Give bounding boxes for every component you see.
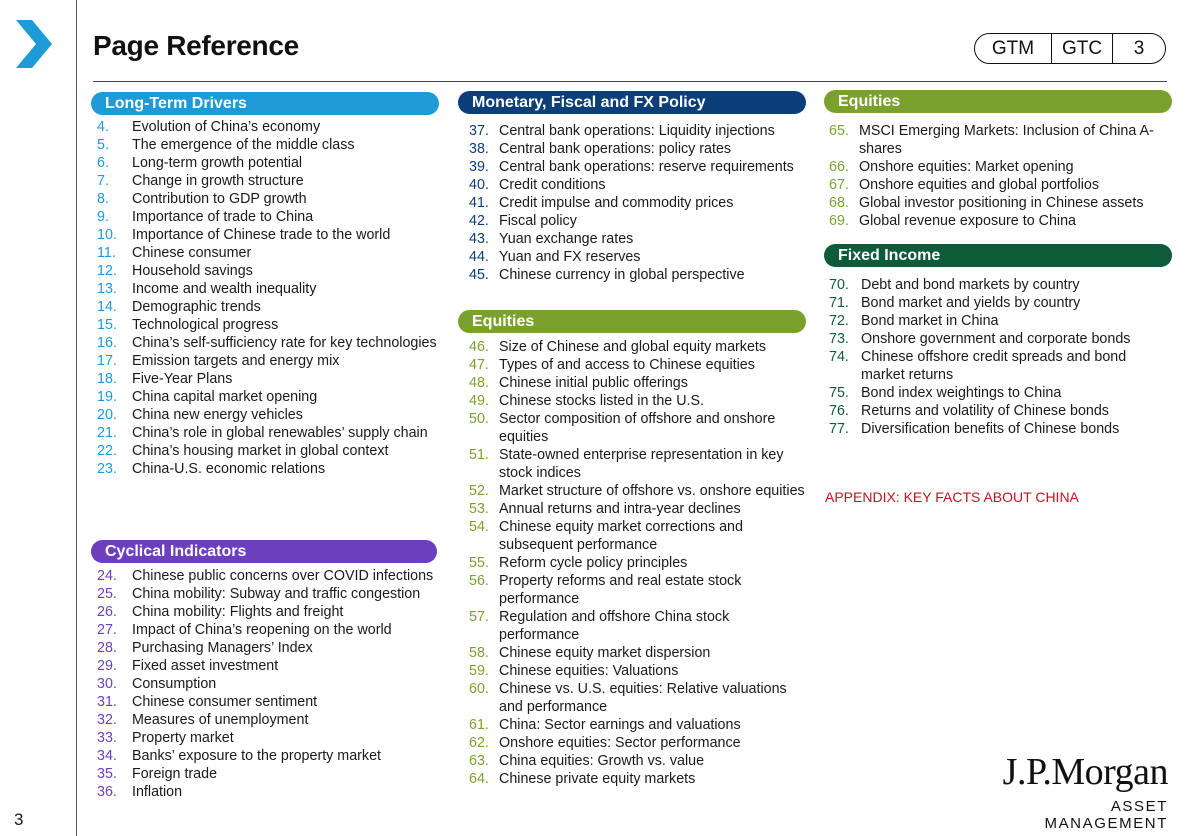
item-label: Chinese equities: Valuations <box>499 663 679 679</box>
item-label: MSCI Emerging Markets: Inclusion of China A-shares <box>859 123 1154 157</box>
item-label: Bond market and yields by country <box>861 295 1081 311</box>
logo-subtitle: ASSET MANAGEMENT <box>1044 798 1168 832</box>
list-item[interactable] <box>469 500 811 518</box>
list-item[interactable] <box>469 176 809 194</box>
appendix-link[interactable]: APPENDIX: KEY FACTS ABOUT CHINA <box>825 489 1079 505</box>
list-item[interactable] <box>97 657 453 675</box>
monetary-policy-list <box>469 122 809 284</box>
list-item[interactable] <box>469 248 809 266</box>
item-label: Yuan and FX reserves <box>499 249 641 265</box>
list-item[interactable] <box>469 392 811 410</box>
item-label: Technological progress <box>132 317 279 333</box>
section-header-cyclical-indicators: Cyclical Indicators <box>91 540 437 563</box>
list-item[interactable] <box>469 554 811 572</box>
tab-page[interactable]: 3 <box>1112 34 1165 63</box>
item-label: Banks’ exposure to the property market <box>132 748 381 764</box>
item-page-number: 20. <box>97 407 117 423</box>
list-item[interactable] <box>97 783 453 801</box>
item-label: Chinese private equity markets <box>499 771 696 787</box>
item-label: Change in growth structure <box>132 173 304 189</box>
item-page-number: 17. <box>97 353 117 369</box>
item-label: Measures of unemployment <box>132 712 309 728</box>
item-page-number: 8. <box>97 191 109 207</box>
item-page-number: 66. <box>829 159 849 175</box>
item-label: Chinese initial public offerings <box>499 375 688 391</box>
list-item[interactable] <box>97 172 449 190</box>
item-page-number: 58. <box>469 645 489 661</box>
item-label: Central bank operations: reserve requirements <box>499 159 794 175</box>
item-page-number: 77. <box>829 421 849 437</box>
item-page-number: 21. <box>97 425 117 441</box>
list-item[interactable] <box>97 262 449 280</box>
item-page-number: 69. <box>829 213 849 229</box>
section-header-monetary-fiscal-fx: Monetary, Fiscal and FX Policy <box>458 91 806 114</box>
list-item[interactable] <box>469 158 809 176</box>
item-page-number: 39. <box>469 159 489 175</box>
item-label: China capital market opening <box>132 389 318 405</box>
item-label: Annual returns and intra-year declines <box>499 501 741 517</box>
item-label: Market structure of offshore vs. onshore equities <box>499 483 805 499</box>
item-label: Size of Chinese and global equity markets <box>499 339 767 355</box>
item-label: Bond market in China <box>861 313 999 329</box>
item-page-number: 63. <box>469 753 489 769</box>
list-item[interactable] <box>469 518 811 554</box>
item-label: Fiscal policy <box>499 213 577 229</box>
header-divider <box>93 81 1167 82</box>
item-label: Bond index weightings to China <box>861 385 1062 401</box>
item-label: Central bank operations: Liquidity injections <box>499 123 775 139</box>
item-page-number: 43. <box>469 231 489 247</box>
item-label: Chinese public concerns over COVID infections <box>132 568 434 584</box>
item-label: Chinese currency in global perspective <box>499 267 745 283</box>
list-item[interactable] <box>829 312 1167 330</box>
item-label: Property market <box>132 730 234 746</box>
list-item[interactable] <box>97 118 449 136</box>
item-label: Evolution of China’s economy <box>132 119 321 135</box>
item-label: Credit impulse and commodity prices <box>499 195 734 211</box>
section-header-fixed-income: Fixed Income <box>824 244 1172 267</box>
item-page-number: 29. <box>97 658 117 674</box>
list-item[interactable] <box>97 388 449 406</box>
list-item[interactable] <box>469 608 811 644</box>
list-item[interactable] <box>829 330 1167 348</box>
list-item[interactable] <box>97 585 453 603</box>
item-page-number: 41. <box>469 195 489 211</box>
long-term-drivers-list <box>97 118 449 478</box>
item-page-number: 38. <box>469 141 489 157</box>
item-page-number: 12. <box>97 263 117 279</box>
list-item[interactable] <box>97 639 453 657</box>
item-label: Chinese offshore credit spreads and bond market returns <box>861 349 1127 383</box>
list-item[interactable] <box>829 402 1167 420</box>
item-label: Inflation <box>132 784 183 800</box>
item-label: Chinese consumer <box>132 245 252 261</box>
item-page-number: 65. <box>829 123 849 139</box>
list-item[interactable] <box>469 662 811 680</box>
list-item[interactable] <box>469 644 811 662</box>
item-page-number: 52. <box>469 483 489 499</box>
list-item[interactable] <box>97 316 449 334</box>
tab-gtm[interactable]: GTM <box>991 37 1035 59</box>
item-page-number: 48. <box>469 375 489 391</box>
reference-tabs <box>974 33 1166 64</box>
section-header-long-term-drivers: Long-Term Drivers <box>91 92 439 115</box>
item-page-number: 28. <box>97 640 117 656</box>
item-label: Five-Year Plans <box>132 371 233 387</box>
item-page-number: 23. <box>97 461 117 477</box>
page-number: 3 <box>14 810 24 829</box>
list-item[interactable] <box>97 460 449 478</box>
list-item[interactable] <box>97 765 453 783</box>
item-page-number: 54. <box>469 519 489 535</box>
item-label: Returns and volatility of Chinese bonds <box>861 403 1109 419</box>
list-item[interactable] <box>97 424 449 442</box>
item-page-number: 76. <box>829 403 849 419</box>
item-page-number: 7. <box>97 173 109 189</box>
page-title: Page Reference <box>93 30 299 61</box>
list-item[interactable] <box>97 280 449 298</box>
item-label: Onshore equities and global portfolios <box>859 177 1100 193</box>
item-page-number: 71. <box>829 295 849 311</box>
list-item[interactable] <box>97 406 449 424</box>
item-page-number: 6. <box>97 155 109 171</box>
item-page-number: 11. <box>97 245 116 261</box>
item-page-number: 10. <box>97 227 117 243</box>
item-page-number: 68. <box>829 195 849 211</box>
item-page-number: 46. <box>469 339 489 355</box>
list-item[interactable] <box>97 352 449 370</box>
item-label: Property reforms and real estate stock performance <box>499 573 742 607</box>
item-page-number: 45. <box>469 267 489 283</box>
item-page-number: 26. <box>97 604 117 620</box>
list-item[interactable] <box>469 446 811 482</box>
item-page-number: 42. <box>469 213 489 229</box>
list-item[interactable] <box>829 122 1169 158</box>
list-item[interactable] <box>469 572 811 608</box>
item-page-number: 72. <box>829 313 849 329</box>
list-item[interactable] <box>469 194 809 212</box>
list-item[interactable] <box>97 154 449 172</box>
item-label: Debt and bond markets by country <box>861 277 1080 293</box>
item-page-number: 5. <box>97 137 109 153</box>
list-item[interactable] <box>469 266 809 284</box>
item-label: Chinese consumer sentiment <box>132 694 318 710</box>
list-item[interactable] <box>97 711 453 729</box>
list-item[interactable] <box>469 230 809 248</box>
item-label: China’s role in global renewables’ supply chain <box>132 425 428 441</box>
cyclical-indicators-list <box>97 567 453 801</box>
item-label: State-owned enterprise representation in key stock indices <box>499 447 784 481</box>
item-page-number: 73. <box>829 331 849 347</box>
list-item[interactable] <box>829 420 1167 438</box>
item-page-number: 27. <box>97 622 117 638</box>
item-page-number: 34. <box>97 748 117 764</box>
section-header-equities-right: Equities <box>824 90 1172 113</box>
list-item[interactable] <box>469 716 811 734</box>
item-label: Global investor positioning in Chinese assets <box>859 195 1144 211</box>
list-item[interactable] <box>97 693 453 711</box>
list-item[interactable] <box>469 752 811 770</box>
item-label: Onshore equities: Market opening <box>859 159 1074 175</box>
item-page-number: 40. <box>469 177 489 193</box>
item-page-number: 47. <box>469 357 489 373</box>
list-item[interactable] <box>469 482 811 500</box>
item-label: Purchasing Managers’ Index <box>132 640 313 656</box>
item-label: Central bank operations: policy rates <box>499 141 732 157</box>
list-item[interactable] <box>97 298 449 316</box>
item-page-number: 49. <box>469 393 489 409</box>
list-item[interactable] <box>829 176 1169 194</box>
item-label: Chinese vs. U.S. equities: Relative valuations and performance <box>499 681 787 715</box>
list-item[interactable] <box>469 122 809 140</box>
list-item[interactable] <box>97 621 453 639</box>
list-item[interactable] <box>97 208 449 226</box>
item-page-number: 61. <box>469 717 489 733</box>
item-label: China mobility: Flights and freight <box>132 604 344 620</box>
item-page-number: 53. <box>469 501 489 517</box>
item-page-number: 70. <box>829 277 849 293</box>
item-label: Diversification benefits of Chinese bonds <box>861 421 1120 437</box>
item-page-number: 67. <box>829 177 849 193</box>
item-page-number: 31. <box>97 694 117 710</box>
item-label: China new energy vehicles <box>132 407 303 423</box>
item-page-number: 74. <box>829 349 849 365</box>
item-page-number: 75. <box>829 385 849 401</box>
item-label: Consumption <box>132 676 217 692</box>
item-page-number: 13. <box>97 281 117 297</box>
list-item[interactable] <box>469 680 811 716</box>
list-item[interactable] <box>97 442 449 460</box>
item-label: Foreign trade <box>132 766 218 782</box>
equities-right-list <box>829 122 1169 230</box>
item-label: Credit conditions <box>499 177 606 193</box>
item-page-number: 62. <box>469 735 489 751</box>
item-label: Demographic trends <box>132 299 261 315</box>
item-label: Impact of China’s reopening on the world <box>132 622 392 638</box>
item-page-number: 37. <box>469 123 489 139</box>
item-label: China-U.S. economic relations <box>132 461 326 477</box>
list-item[interactable] <box>829 212 1169 230</box>
item-page-number: 14. <box>97 299 117 315</box>
list-item[interactable] <box>97 675 453 693</box>
list-item[interactable] <box>97 136 449 154</box>
list-item[interactable] <box>97 567 453 585</box>
list-item[interactable] <box>829 348 1167 384</box>
list-item[interactable] <box>469 212 809 230</box>
list-item[interactable] <box>829 294 1167 312</box>
item-page-number: 60. <box>469 681 489 697</box>
item-label: Yuan exchange rates <box>499 231 634 247</box>
list-item[interactable] <box>97 334 449 352</box>
item-label: Reform cycle policy principles <box>499 555 688 571</box>
item-page-number: 35. <box>97 766 117 782</box>
item-page-number: 51. <box>469 447 489 463</box>
item-page-number: 36. <box>97 784 117 800</box>
item-label: Types of and access to Chinese equities <box>499 357 755 373</box>
list-item[interactable] <box>97 729 453 747</box>
item-page-number: 4. <box>97 119 109 135</box>
item-page-number: 50. <box>469 411 489 427</box>
list-item[interactable] <box>469 770 811 788</box>
item-label: Global revenue exposure to China <box>859 213 1076 229</box>
list-item[interactable] <box>829 158 1169 176</box>
list-item[interactable] <box>469 374 811 392</box>
item-page-number: 25. <box>97 586 117 602</box>
item-label: Onshore equities: Sector performance <box>499 735 741 751</box>
item-label: Contribution to GDP growth <box>132 191 307 207</box>
chevron-right-icon <box>14 18 54 70</box>
item-page-number: 55. <box>469 555 489 571</box>
item-page-number: 32. <box>97 712 117 728</box>
item-page-number: 44. <box>469 249 489 265</box>
item-label: China mobility: Subway and traffic congestion <box>132 586 421 602</box>
item-label: Chinese equity market corrections and subsequent performance <box>499 519 743 553</box>
item-page-number: 15. <box>97 317 117 333</box>
list-item[interactable] <box>97 747 453 765</box>
list-item[interactable] <box>829 276 1167 294</box>
item-page-number: 56. <box>469 573 489 589</box>
item-page-number: 30. <box>97 676 117 692</box>
item-label: Fixed asset investment <box>132 658 279 674</box>
list-item[interactable] <box>829 384 1167 402</box>
item-label: China equities: Growth vs. value <box>499 753 705 769</box>
item-label: Sector composition of offshore and onshore equities <box>499 411 776 445</box>
section-header-equities-middle: Equities <box>458 310 806 333</box>
list-item[interactable] <box>97 370 449 388</box>
item-page-number: 57. <box>469 609 489 625</box>
fixed-income-list <box>829 276 1167 438</box>
tab-gtc[interactable]: GTC <box>1051 34 1112 63</box>
item-label: Long-term growth potential <box>132 155 303 171</box>
item-label: Chinese equity market dispersion <box>499 645 711 661</box>
item-label: Chinese stocks listed in the U.S. <box>499 393 705 409</box>
item-page-number: 33. <box>97 730 117 746</box>
list-item[interactable] <box>469 140 809 158</box>
item-label: Regulation and offshore China stock performance <box>499 609 730 643</box>
jpmorgan-logo <box>990 752 1168 832</box>
item-label: Emission targets and energy mix <box>132 353 340 369</box>
list-item[interactable] <box>829 194 1169 212</box>
list-item[interactable] <box>469 410 811 446</box>
item-label: Onshore government and corporate bonds <box>861 331 1131 347</box>
item-page-number: 24. <box>97 568 117 584</box>
item-page-number: 59. <box>469 663 489 679</box>
item-label: The emergence of the middle class <box>132 137 355 153</box>
item-page-number: 64. <box>469 771 489 787</box>
list-item[interactable] <box>97 603 453 621</box>
item-label: Income and wealth inequality <box>132 281 317 297</box>
item-label: China’s housing market in global context <box>132 443 389 459</box>
item-label: Importance of trade to China <box>132 209 314 225</box>
list-item[interactable] <box>469 356 811 374</box>
item-page-number: 22. <box>97 443 117 459</box>
list-item[interactable] <box>97 244 449 262</box>
list-item[interactable] <box>469 734 811 752</box>
logo-brand: J.P.Morgan <box>1002 751 1168 793</box>
list-item[interactable] <box>97 190 449 208</box>
vertical-divider <box>76 0 77 836</box>
item-page-number: 19. <box>97 389 117 405</box>
item-page-number: 9. <box>97 209 109 225</box>
item-page-number: 16. <box>97 335 117 351</box>
equities-middle-list <box>469 338 811 788</box>
item-label: Importance of Chinese trade to the world <box>132 227 391 243</box>
item-label: Household savings <box>132 263 253 279</box>
item-page-number: 18. <box>97 371 117 387</box>
list-item[interactable] <box>97 226 449 244</box>
item-label: China: Sector earnings and valuations <box>499 717 741 733</box>
item-label: China’s self-sufficiency rate for key technologies <box>132 335 437 351</box>
list-item[interactable] <box>469 338 811 356</box>
